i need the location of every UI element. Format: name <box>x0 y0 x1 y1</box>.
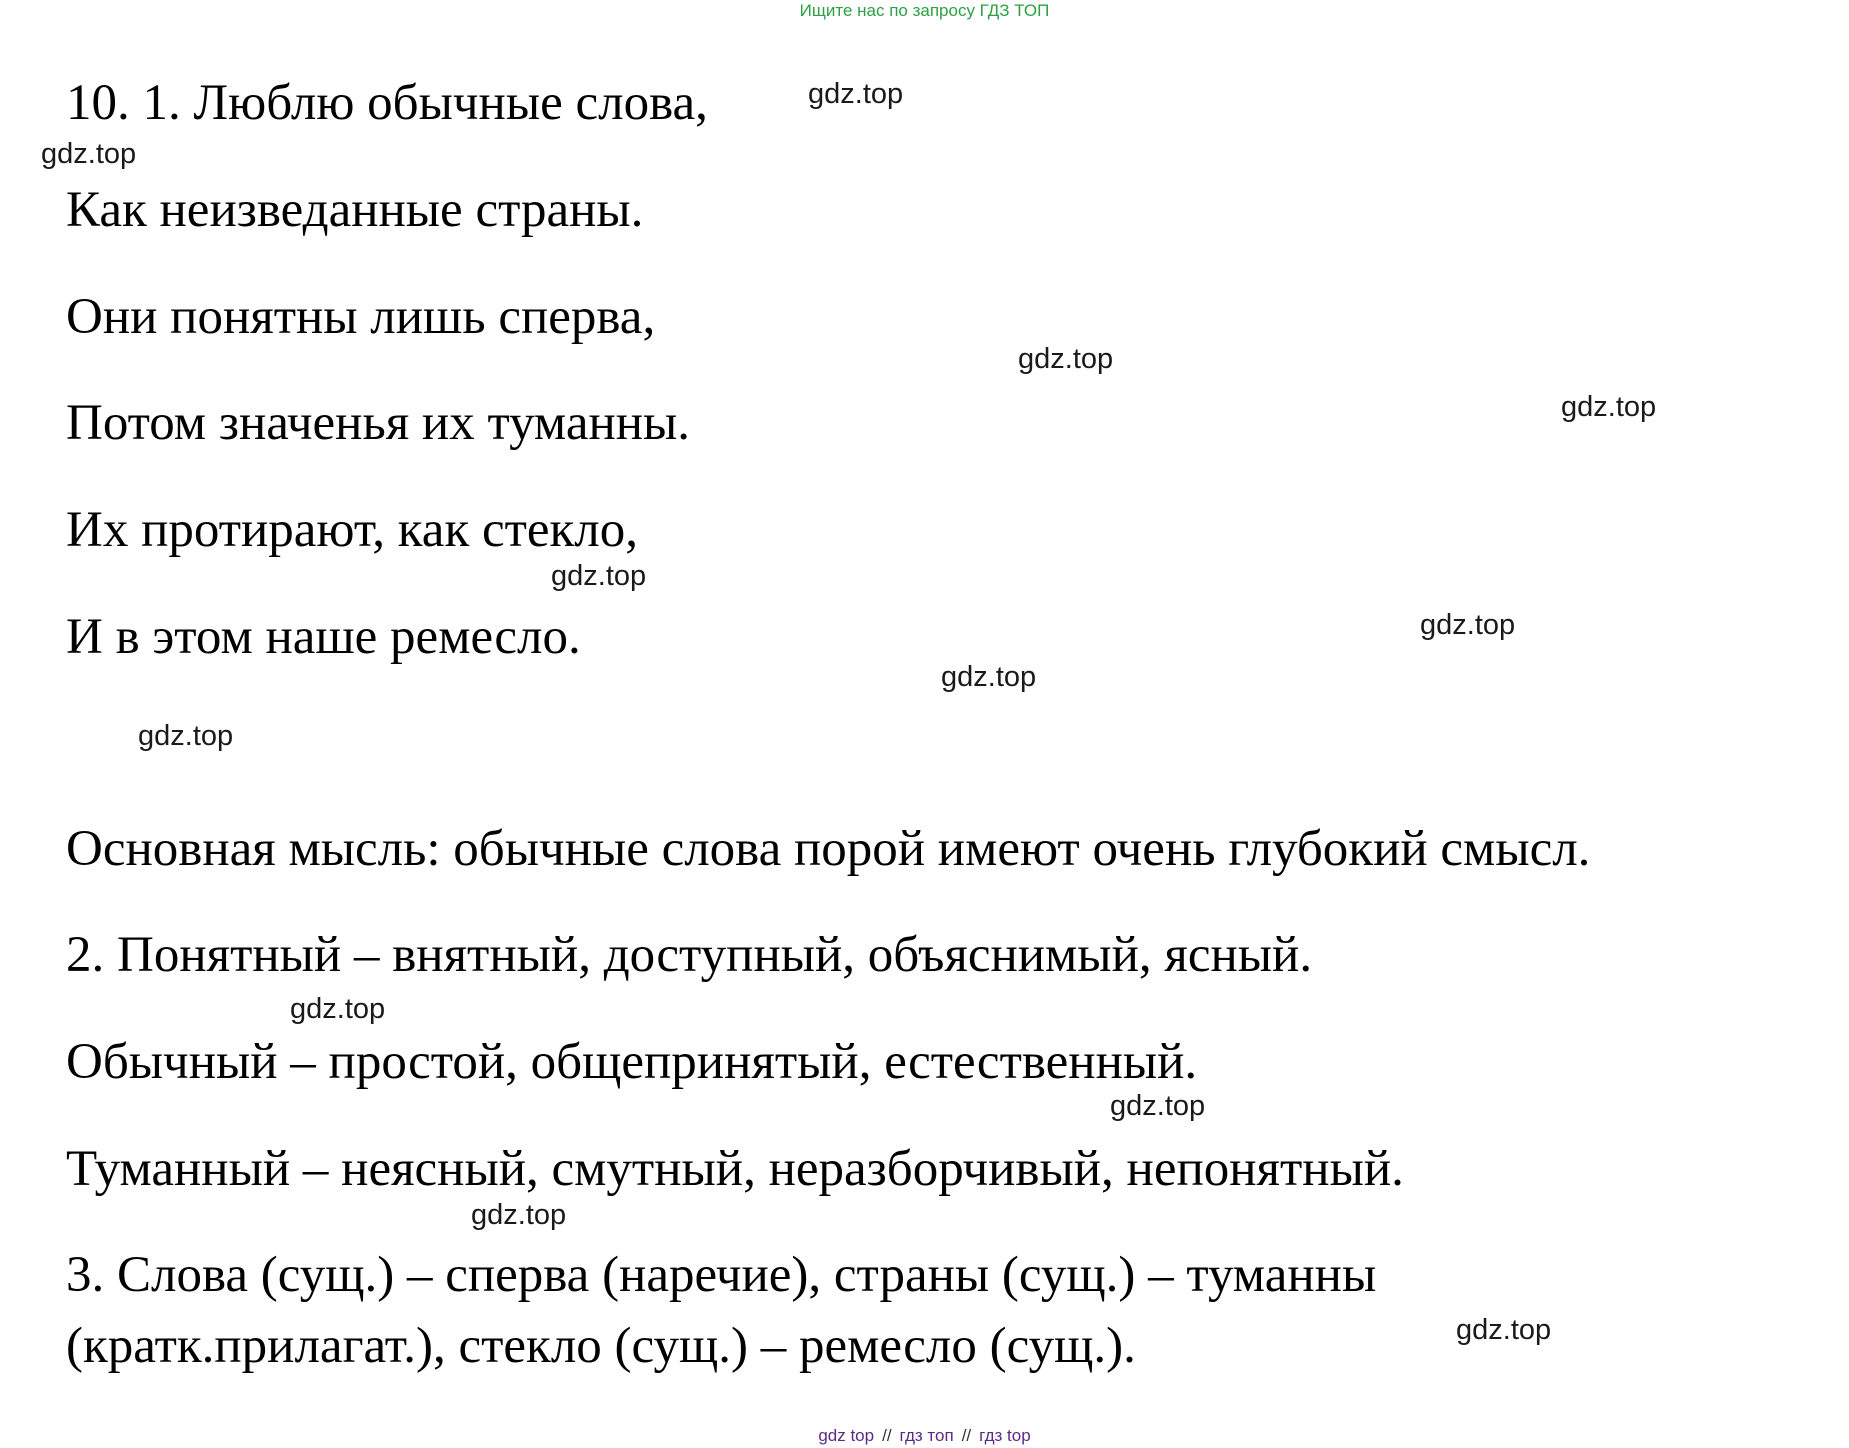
watermark: gdz.top <box>41 138 137 170</box>
task3-line-1: 3. Слова (сущ.) – сперва (наречие), страны (сущ.) – туманны <box>66 1247 1377 1303</box>
watermark: gdz.top <box>941 661 1037 693</box>
footer-link-3[interactable]: гдз top <box>979 1426 1031 1445</box>
footer-separator: // <box>882 1426 892 1445</box>
watermark: gdz.top <box>290 993 386 1025</box>
footer <box>0 1426 1849 1446</box>
watermark: gdz.top <box>1110 1090 1206 1122</box>
task2-line-2: Обычный – простой, общепринятый, естественный. <box>66 1034 1198 1090</box>
footer-separator: // <box>961 1426 972 1445</box>
watermark: gdz.top <box>1456 1314 1552 1346</box>
watermark: gdz.top <box>1420 609 1516 641</box>
poem-line-2: Как неизведанные страны. <box>66 182 644 238</box>
watermark: gdz.top <box>1018 343 1114 375</box>
watermark: gdz.top <box>138 720 234 752</box>
poem-line-6: И в этом наше ремесло. <box>66 609 581 665</box>
watermark: gdz.top <box>471 1199 567 1231</box>
poem-line-3: Они понятны лишь сперва, <box>66 289 656 345</box>
watermark: gdz.top <box>1561 391 1657 423</box>
footer-link-2[interactable]: гдз топ <box>899 1426 954 1445</box>
task2-line-1: 2. Понятный – внятный, доступный, объяснимый, ясный. <box>66 927 1313 983</box>
watermark: gdz.top <box>808 78 904 110</box>
poem-line-5: Их протирают, как стекло, <box>66 502 639 558</box>
main-idea: Основная мысль: обычные слова порой имеют очень глубокий смысл. <box>66 821 1591 877</box>
poem-line-4: Потом значенья их туманны. <box>66 395 691 451</box>
search-banner: Ищите нас по запросу ГДЗ ТОП <box>799 1 1050 20</box>
task2-line-3: Туманный – неясный, смутный, неразборчивый, непонятный. <box>66 1141 1404 1197</box>
footer-link-1[interactable]: gdz top <box>818 1426 875 1445</box>
task3-line-2: (кратк.прилагат.), стекло (сущ.) – ремесло (сущ.). <box>66 1318 1136 1374</box>
poem-line-1: 10. 1. Люблю обычные слова, <box>66 75 708 131</box>
watermark: gdz.top <box>551 560 647 592</box>
